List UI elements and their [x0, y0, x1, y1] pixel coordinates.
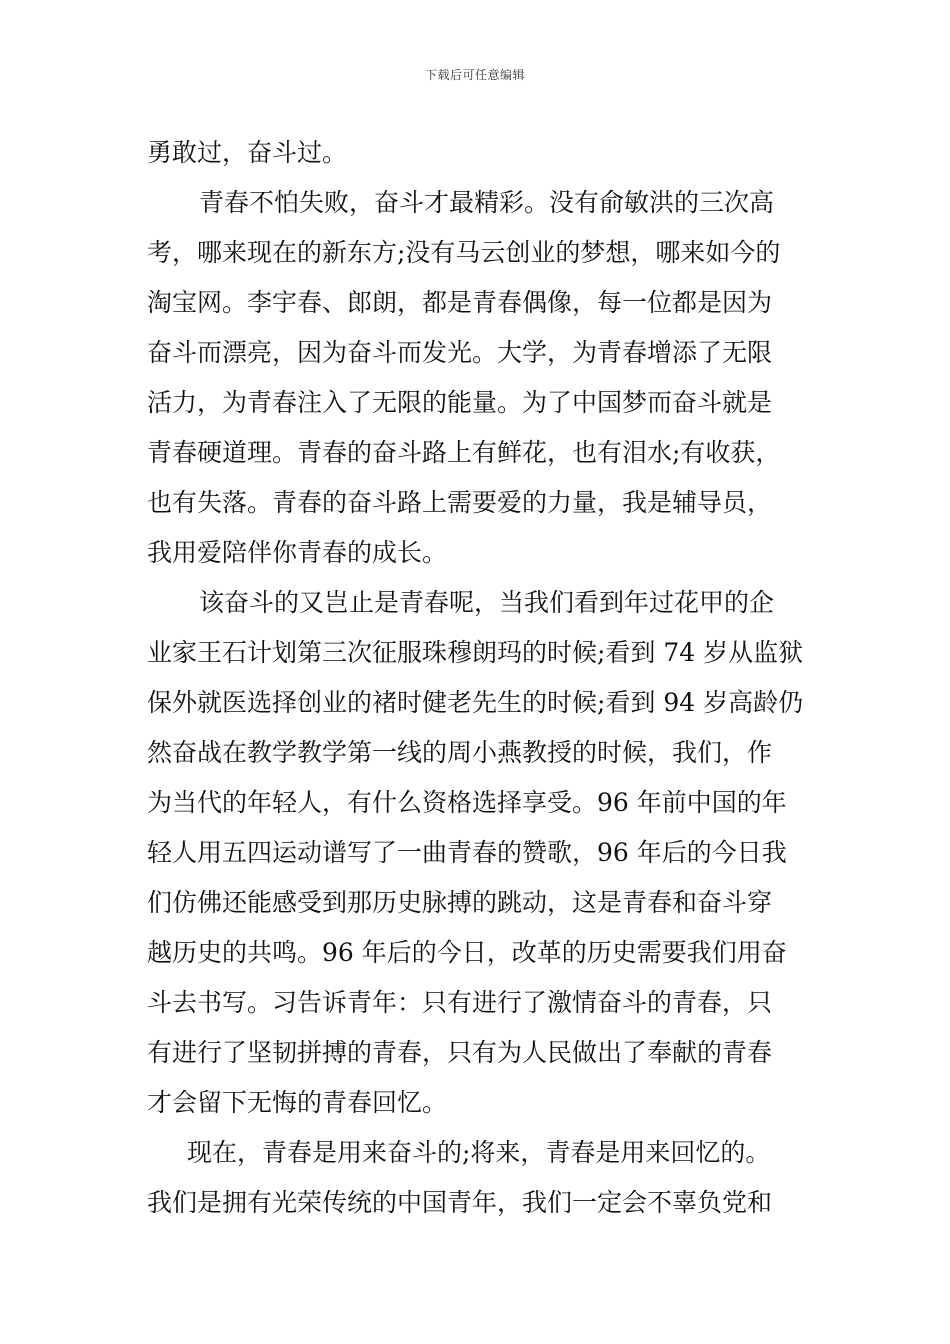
text-line: 勇敢过，奋斗过。 [147, 138, 348, 167]
text-line: 淘宝网。李宇春、郎朗，都是青春偶像，每一位都是因为 [147, 288, 773, 317]
text-line: 有进行了坚韧拼搏的青春，只有为人民做出了奉献的青春 [147, 1038, 773, 1067]
text-line: 保外就医选择创业的褚时健老先生的时候;看到 94 岁高龄仍 [147, 688, 804, 717]
text-line: 也有失落。青春的奋斗路上需要爱的力量，我是辅导员， [147, 488, 773, 517]
text-line: 斗去书写。习告诉青年：只有进行了激情奋斗的青春，只 [147, 988, 773, 1017]
text-line: 为当代的年轻人，有什么资格选择享受。96 年前中国的年 [147, 788, 787, 817]
page-header: 下载后可任意编辑 [424, 68, 525, 82]
text-line: 青春硬道理。青春的奋斗路上有鲜花，也有泪水;有收获， [147, 438, 781, 467]
text-line: 我用爱陪伴你青春的成长。 [147, 538, 448, 567]
text-line: 业家王石计划第三次征服珠穆朗玛的时候;看到 74 岁从监狱 [147, 638, 804, 667]
text-line: 才会留下无悔的青春回忆。 [147, 1088, 448, 1117]
text-line: 越历史的共鸣。96 年后的今日，改革的历史需要我们用奋 [147, 938, 787, 967]
text-line: 我们是拥有光荣传统的中国青年，我们一定会不辜负党和 [147, 1188, 773, 1217]
text-line: 奋斗而漂亮，因为奋斗而发光。大学，为青春增添了无限 [147, 338, 773, 367]
text-line: 轻人用五四运动谱写了一曲青春的赞歌，96 年后的今日我 [147, 838, 787, 867]
text-line: 然奋战在教学教学第一线的周小燕教授的时候，我们，作 [147, 738, 773, 767]
text-line: 青春不怕失败，奋斗才最精彩。没有俞敏洪的三次高 [199, 188, 775, 217]
text-line: 活力，为青春注入了无限的能量。为了中国梦而奋斗就是 [147, 388, 773, 417]
text-line: 考，哪来现在的新东方;没有马云创业的梦想，哪来如今的 [147, 238, 781, 267]
document-body [147, 128, 809, 1228]
text-line: 该奋斗的又岂止是青春呢，当我们看到年过花甲的企 [199, 588, 775, 617]
text-line: 们仿佛还能感受到那历史脉搏的跳动，这是青春和奋斗穿 [147, 888, 773, 917]
text-line: 现在，青春是用来奋斗的;将来，青春是用来回忆的。 [187, 1138, 771, 1167]
